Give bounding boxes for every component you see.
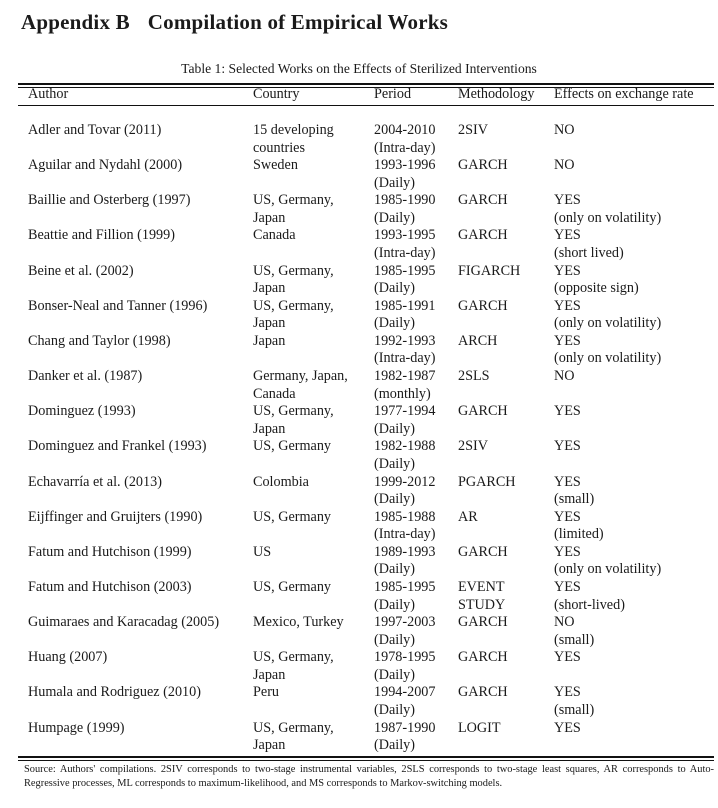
cell-effect	[554, 579, 625, 614]
cell-author: Dominguez (1993)	[28, 403, 136, 420]
cell-author: Bonser-Neal and Tanner (1996)	[28, 297, 208, 314]
cell-effect	[554, 227, 624, 262]
cell-country	[253, 474, 309, 492]
cell-effect-line: (only on volatility)	[554, 561, 662, 578]
cell-country-line: US, Germany,	[253, 403, 334, 420]
cell-country-line: Colombia	[253, 473, 309, 490]
cell-country-line: Sweden	[253, 157, 298, 174]
cell-period-line: 1985-1988	[374, 508, 436, 525]
cell-country-line: US, Germany,	[253, 649, 334, 666]
cell-country-line: 15 developing	[253, 122, 334, 138]
cell-period-line: 1982-1988	[374, 438, 436, 455]
cell-country-line: US, Germany,	[253, 262, 334, 279]
cell-country	[253, 368, 348, 403]
cell-effect-line: NO	[554, 368, 575, 385]
cell-effect-line: YES	[554, 719, 581, 736]
cell-period	[374, 720, 435, 755]
cell-period-line: (Daily)	[374, 315, 415, 332]
cell-country	[253, 227, 296, 245]
cell-author: Humala and Rodriguez (2010)	[28, 684, 201, 701]
cell-methodology	[458, 720, 501, 738]
cell-country-line: US, Germany,	[253, 297, 334, 314]
cell-methodology	[458, 438, 488, 456]
cell-period-line: 1999-2012	[374, 473, 436, 490]
cell-country	[253, 263, 334, 298]
cell-author: Beattie and Fillion (1999)	[28, 227, 175, 244]
header-effects: Effects on exchange rate	[554, 86, 694, 102]
cell-period	[374, 403, 435, 438]
cell-effect-line: (limited)	[554, 526, 604, 543]
cell-methodology-line: GARCH	[458, 649, 508, 666]
cell-period	[374, 438, 435, 473]
cell-period-line: 1994-2007	[374, 684, 436, 701]
cell-period-line: (Daily)	[374, 596, 415, 613]
cell-period-line: (Daily)	[374, 209, 415, 226]
cell-methodology	[458, 614, 508, 632]
cell-methodology-line: LOGIT	[458, 719, 501, 736]
cell-country	[253, 544, 271, 562]
cell-methodology-line: GARCH	[458, 614, 508, 631]
header-author: Author	[28, 86, 69, 102]
cell-period-line: 1985-1995	[374, 578, 436, 595]
cell-country	[253, 298, 334, 333]
cell-period-line: (Daily)	[374, 174, 415, 191]
cell-period-line: (Daily)	[374, 280, 415, 297]
cell-country	[253, 684, 279, 702]
cell-country-line: Japan	[253, 280, 286, 297]
cell-author: Beine et al. (2002)	[28, 262, 134, 279]
cell-period-line: (Daily)	[374, 455, 415, 472]
cell-country	[253, 720, 334, 755]
cell-methodology	[458, 368, 490, 386]
cell-effect-line: (only on volatility)	[554, 350, 662, 367]
cell-period-line: (Daily)	[374, 491, 415, 508]
cell-effect-line: (short lived)	[554, 245, 624, 262]
cell-effect	[554, 474, 594, 509]
cell-period-line: 1985-1995	[374, 262, 436, 279]
cell-effect-line: (small)	[554, 491, 595, 508]
cell-effect-line: YES	[554, 262, 581, 279]
cell-period	[374, 579, 435, 614]
cell-period-line: (Intra-day)	[374, 139, 436, 156]
cell-author: Echavarría et al. (2013)	[28, 473, 162, 490]
cell-period-line: (Daily)	[374, 420, 415, 437]
cell-period-line: (Daily)	[374, 737, 415, 754]
cell-methodology-line: GARCH	[458, 543, 508, 560]
cell-effect-line: YES	[554, 649, 581, 666]
header-rule	[18, 105, 714, 106]
cell-country	[253, 122, 334, 157]
cell-effect-line: YES	[554, 438, 581, 455]
cell-methodology-line: 2SIV	[458, 438, 488, 455]
cell-country	[253, 333, 285, 351]
cell-period-line: (Intra-day)	[374, 245, 436, 262]
cell-methodology	[458, 509, 478, 527]
bottom-rule	[18, 756, 714, 758]
cell-methodology-line: AR	[458, 508, 478, 525]
header-methodology: Methodology	[458, 86, 535, 102]
cell-author: Fatum and Hutchison (1999)	[28, 543, 192, 560]
cell-period-line: (Daily)	[374, 631, 415, 648]
cell-period-line: 1989-1993	[374, 543, 436, 560]
cell-methodology	[458, 403, 508, 421]
cell-period	[374, 122, 435, 157]
cell-methodology	[458, 684, 508, 702]
cell-country	[253, 649, 334, 684]
cell-methodology	[458, 579, 505, 614]
cell-effect-line: YES	[554, 543, 581, 560]
cell-effect	[554, 649, 581, 667]
cell-author: Dominguez and Frankel (1993)	[28, 438, 207, 455]
cell-methodology	[458, 474, 516, 492]
appendix-number: Appendix B	[21, 10, 130, 34]
cell-country-line: Japan	[253, 315, 286, 332]
cell-effect-line: YES	[554, 403, 581, 420]
cell-period	[374, 509, 435, 544]
cell-effect	[554, 192, 661, 227]
cell-period	[374, 614, 435, 649]
cell-effect	[554, 684, 594, 719]
cell-methodology	[458, 122, 488, 140]
cell-methodology-line: GARCH	[458, 403, 508, 420]
cell-period-line: 1992-1993	[374, 332, 436, 349]
cell-period-line: 1978-1995	[374, 649, 436, 666]
cell-author: Danker et al. (1987)	[28, 368, 143, 385]
cell-effect-line: YES	[554, 473, 581, 490]
cell-effect	[554, 614, 594, 649]
cell-country-line: US, Germany	[253, 438, 332, 455]
cell-period-line: (Intra-day)	[374, 350, 436, 367]
cell-effect	[554, 122, 575, 140]
cell-country-line: Japan	[253, 420, 286, 437]
cell-effect	[554, 544, 661, 579]
cell-period-line: 1985-1991	[374, 297, 436, 314]
cell-country	[253, 509, 331, 527]
cell-methodology-line: ARCH	[458, 332, 498, 349]
cell-effect	[554, 298, 661, 333]
header-period: Period	[374, 86, 412, 102]
cell-country-line: Mexico, Turkey	[253, 614, 344, 631]
cell-country-line: Japan	[253, 737, 286, 754]
cell-period-line: 1993-1996	[374, 157, 436, 174]
cell-effect-line: YES	[554, 684, 581, 701]
cell-country	[253, 579, 331, 597]
cell-country	[253, 614, 344, 632]
cell-effect-line: (only on volatility)	[554, 209, 662, 226]
cell-methodology-line: GARCH	[458, 297, 508, 314]
cell-period	[374, 227, 435, 262]
cell-methodology-line: EVENT	[458, 578, 505, 595]
appendix-title: Compilation of Empirical Works	[147, 10, 449, 34]
appendix-heading	[21, 10, 448, 35]
cell-country-line: US	[253, 543, 272, 560]
cell-author: Aguilar and Nydahl (2000)	[28, 157, 183, 174]
cell-period-line: (monthly)	[374, 385, 431, 402]
cell-methodology	[458, 227, 508, 245]
cell-period	[374, 192, 435, 227]
cell-methodology	[458, 333, 497, 351]
cell-methodology	[458, 157, 508, 175]
cell-effect	[554, 157, 575, 175]
cell-country-line: US, Germany,	[253, 719, 334, 736]
cell-effect	[554, 720, 581, 738]
cell-methodology-line: FIGARCH	[458, 262, 521, 279]
cell-effect-line: YES	[554, 332, 581, 349]
cell-period-line: (Daily)	[374, 701, 415, 718]
cell-country-line: Germany, Japan,	[253, 368, 348, 385]
cell-effect	[554, 333, 661, 368]
cell-methodology	[458, 649, 508, 667]
cell-period-line: 1985-1990	[374, 192, 436, 209]
cell-country-line: US, Germany	[253, 508, 332, 525]
cell-period	[374, 263, 435, 298]
cell-country	[253, 157, 298, 175]
cell-period-line: 1993-1995	[374, 227, 436, 244]
cell-effect-line: NO	[554, 614, 575, 631]
cell-period-line: 1997-2003	[374, 614, 436, 631]
cell-effect-line: YES	[554, 297, 581, 314]
cell-country-line: Canada	[253, 385, 296, 402]
cell-author: Adler and Tovar (2011)	[28, 122, 162, 138]
top-rule	[18, 83, 714, 85]
cell-period-line: (Daily)	[374, 561, 415, 578]
cell-country	[253, 438, 331, 456]
cell-author: Humpage (1999)	[28, 719, 125, 736]
cell-effect	[554, 509, 604, 544]
cell-effect	[554, 438, 581, 456]
cell-period-line: 1987-1990	[374, 719, 436, 736]
table-footnote: Source: Authors' compilations. 2SIV corresponds to two-stage instrumental variables, 2SLS corresponds to two-stage least squares, AR corresponds to Auto-Regressive processes, ML corresponds to maximum-likelihood, and MS corresponds to Markov-switching models.	[24, 764, 714, 789]
cell-country-line: countries	[253, 139, 306, 156]
cell-effect-line: NO	[554, 157, 575, 174]
table-caption: Table 1: Selected Works on the Effects of Sterilized Interventions	[181, 61, 537, 76]
cell-country-line: Japan	[253, 332, 286, 349]
cell-country-line: US, Germany	[253, 578, 332, 595]
cell-period	[374, 474, 435, 509]
cell-effect	[554, 368, 575, 386]
header-country: Country	[253, 86, 300, 102]
cell-methodology-line: GARCH	[458, 227, 508, 244]
cell-author: Baillie and Osterberg (1997)	[28, 192, 191, 209]
cell-effect	[554, 263, 639, 298]
cell-period	[374, 368, 435, 403]
cell-methodology	[458, 192, 508, 210]
cell-methodology	[458, 544, 508, 562]
cell-effect-line: YES	[554, 578, 581, 595]
cell-effect-line: YES	[554, 508, 581, 525]
cell-period	[374, 333, 435, 368]
cell-country-line: Japan	[253, 209, 286, 226]
cell-country	[253, 403, 334, 438]
cell-author: Guimaraes and Karacadag (2005)	[28, 614, 220, 631]
cell-methodology	[458, 298, 508, 316]
cell-country	[253, 192, 334, 227]
cell-author: Eijffinger and Gruijters (1990)	[28, 508, 203, 525]
cell-country-line: Japan	[253, 666, 286, 683]
cell-methodology-line: GARCH	[458, 192, 508, 209]
cell-country-line: Canada	[253, 227, 296, 244]
cell-period-line: (Daily)	[374, 666, 415, 683]
cell-methodology-line: 2SLS	[458, 368, 490, 385]
cell-period-line: (Intra-day)	[374, 526, 436, 543]
cell-period-line: 1977-1994	[374, 403, 436, 420]
cell-methodology-line: STUDY	[458, 596, 506, 613]
cell-effect-line: YES	[554, 192, 581, 209]
cell-effect-line: (small)	[554, 701, 595, 718]
cell-country-line: Peru	[253, 684, 280, 701]
cell-effect-line: NO	[554, 122, 575, 138]
cell-period	[374, 157, 435, 192]
cell-period	[374, 544, 435, 579]
cell-author: Chang and Taylor (1998)	[28, 332, 171, 349]
cell-country-line: US, Germany,	[253, 192, 334, 209]
cell-author: Fatum and Hutchison (2003)	[28, 578, 192, 595]
cell-methodology	[458, 263, 520, 281]
cell-effect	[554, 403, 581, 421]
cell-period-line: 2004-2010	[374, 122, 436, 138]
cell-effect-line: YES	[554, 227, 581, 244]
cell-period	[374, 298, 435, 333]
cell-effect-line: (short-lived)	[554, 596, 625, 613]
cell-period	[374, 649, 435, 684]
cell-period-line: 1982-1987	[374, 368, 436, 385]
cell-methodology-line: GARCH	[458, 684, 508, 701]
cell-period	[374, 684, 435, 719]
cell-methodology-line: 2SIV	[458, 122, 488, 138]
cell-effect-line: (only on volatility)	[554, 315, 662, 332]
bottom-rule-inner	[18, 760, 714, 761]
cell-effect-line: (small)	[554, 631, 595, 648]
cell-methodology-line: GARCH	[458, 157, 508, 174]
cell-methodology-line: PGARCH	[458, 473, 516, 490]
cell-effect-line: (opposite sign)	[554, 280, 639, 297]
cell-author: Huang (2007)	[28, 649, 108, 666]
